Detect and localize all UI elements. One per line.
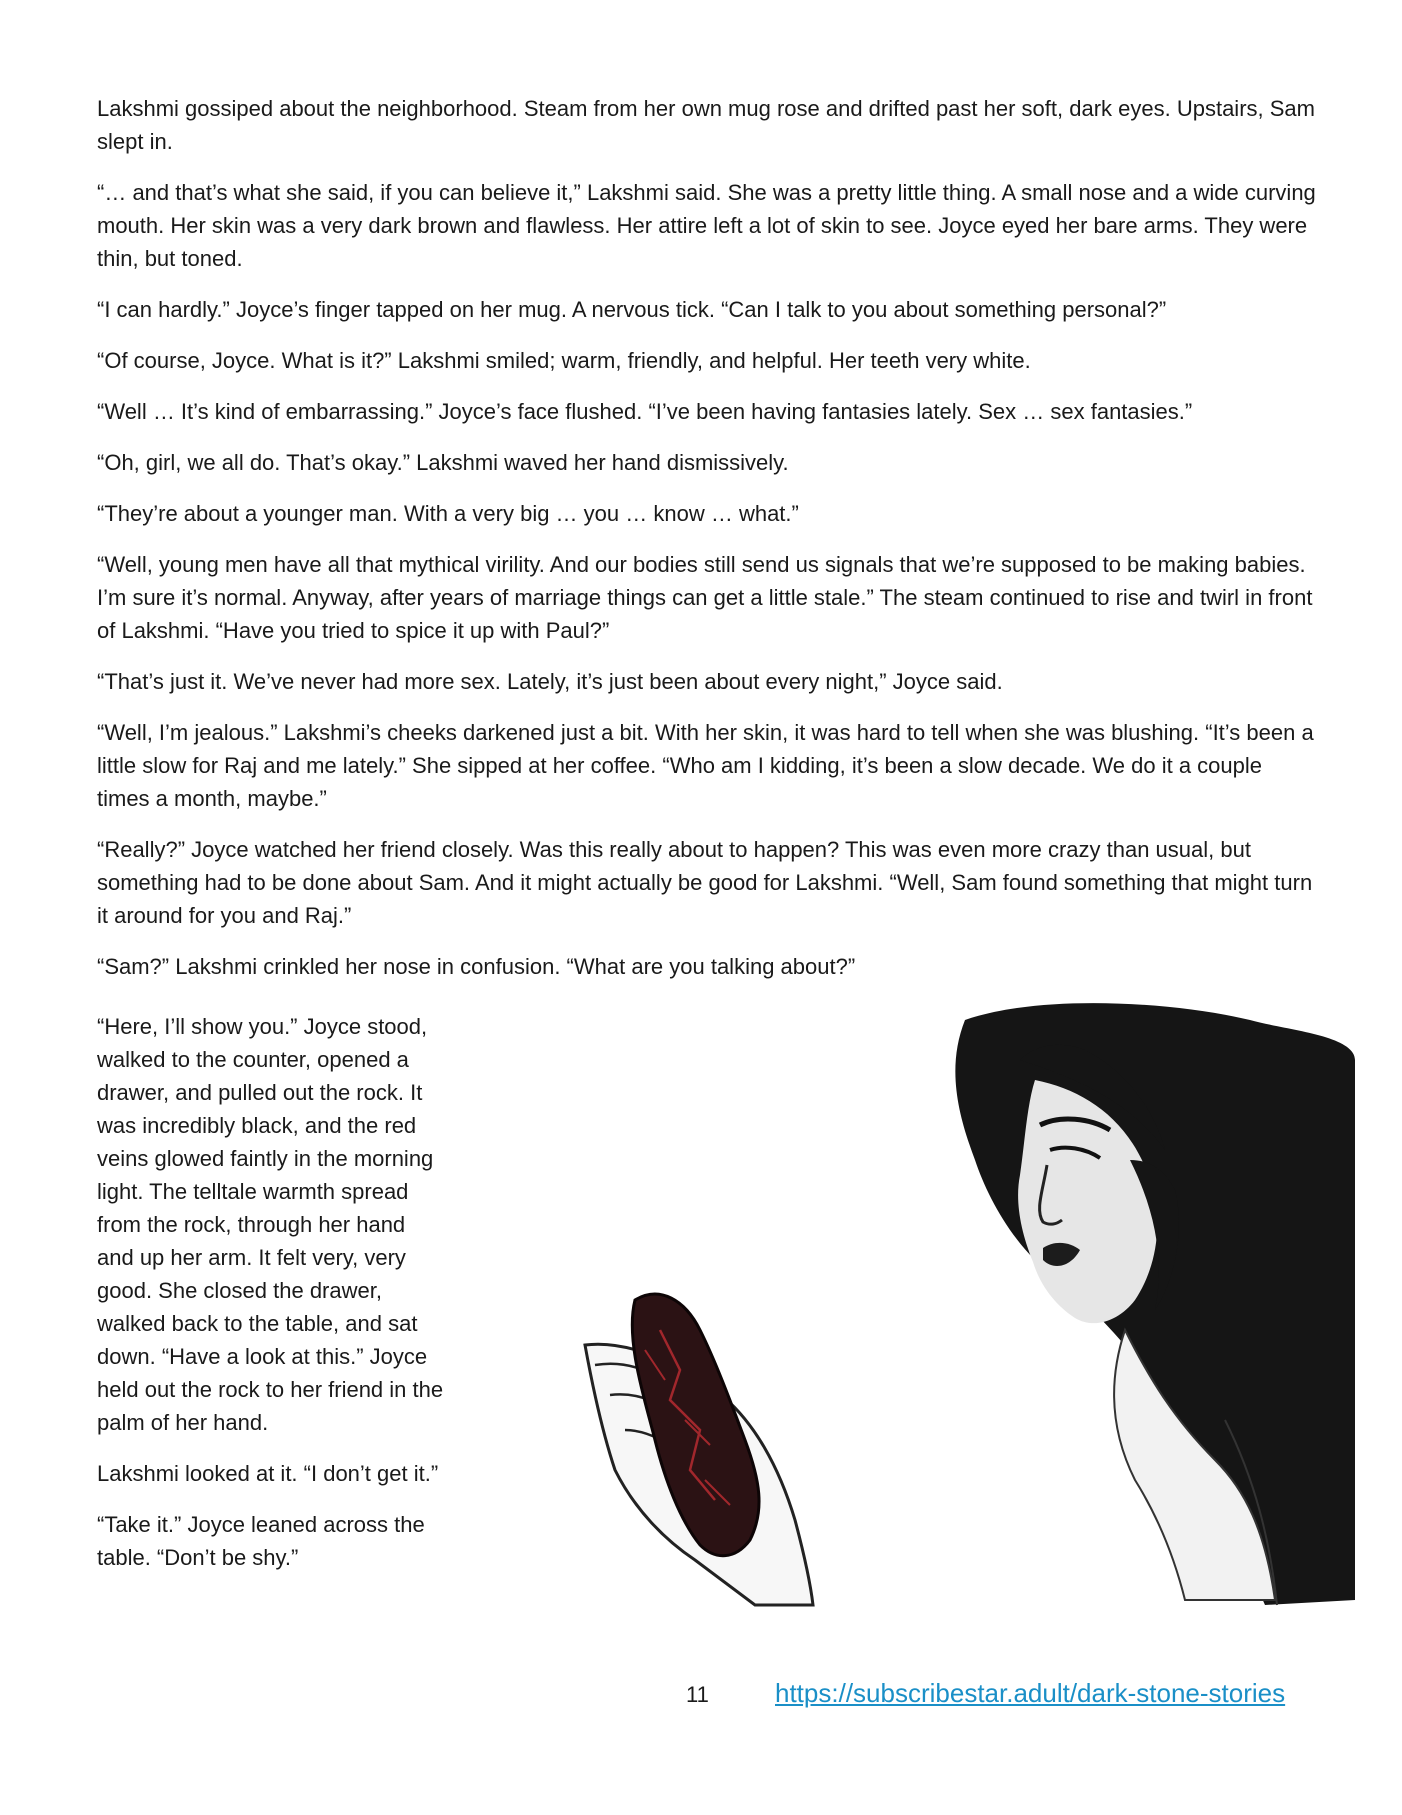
- paragraph: “Really?” Joyce watched her friend closely. Was this really about to happen? This was even more crazy than usual, but something had to be done about Sam. And it might actually be good for Lakshmi. “Well, Sam found something that might turn it around for you and Raj.”: [97, 837, 1313, 928]
- paragraph: “Here, I’ll show you.” Joyce stood, walked to the counter, opened a drawer, and pulled out the rock. It was incredibly black, and the red veins glowed faintly in the morning light. The telltale warmth spread from the rock, through her hand and up her arm. It felt very, very good. She closed the drawer, walked back to the table, and sat down. “Have a look at this.” Joyce held out the rock to her friend in the palm of her hand.: [97, 1014, 444, 1435]
- illustration-woman-with-rock: [565, 1000, 1355, 1610]
- paragraph: “Well … It’s kind of embarrassing.” Joyce’s face flushed. “I’ve been having fantasies lately. Sex … sex fantasies.”: [97, 399, 1193, 424]
- subscribestar-link[interactable]: https://subscribestar.adult/dark-stone-stories: [775, 1678, 1286, 1708]
- paragraph: “Well, I’m jealous.” Lakshmi’s cheeks darkened just a bit. With her skin, it was hard to tell when she was blushing. “It’s been a little slow for Raj and me lately.” She sipped at her coffee. “Who am I kidding, it’s been a slow decade. We do it a couple times a month, maybe.”: [97, 720, 1314, 811]
- paragraph: “Oh, girl, we all do. That’s okay.” Lakshmi waved her hand dismissively.: [97, 450, 789, 475]
- paragraph: “Of course, Joyce. What is it?” Lakshmi smiled; warm, friendly, and helpful. Her teeth very white.: [97, 348, 1031, 373]
- paragraph: “Sam?” Lakshmi crinkled her nose in confusion. “What are you talking about?”: [97, 954, 856, 979]
- main-text-block: [97, 92, 1317, 1001]
- paragraph: “Well, young men have all that mythical virility. And our bodies still send us signals that we’re supposed to be making babies. I’m sure it’s normal. Anyway, after years of marriage things can get a little stale.” The steam continued to rise and twirl in front of Lakshmi. “Have you tried to spice it up with Paul?”: [97, 552, 1313, 643]
- paragraph: “… and that’s what she said, if you can believe it,” Lakshmi said. She was a pretty little thing. A small nose and a wide curving mouth. Her skin was a very dark brown and flawless. Her attire left a lot of skin to see. Joyce eyed her bare arms. They were thin, but toned.: [97, 180, 1316, 271]
- paragraph: Lakshmi looked at it. “I don’t get it.”: [97, 1461, 439, 1486]
- paragraph: “They’re about a younger man. With a very big … you … know … what.”: [97, 501, 799, 526]
- paragraph: “Take it.” Joyce leaned across the table. “Don’t be shy.”: [97, 1512, 425, 1570]
- page-number: 11: [686, 1682, 709, 1707]
- paragraph: Lakshmi gossiped about the neighborhood. Steam from her own mug rose and drifted past her soft, dark eyes. Upstairs, Sam slept in.: [97, 96, 1315, 154]
- wrapped-text-column: [97, 1010, 447, 1592]
- paragraph: “That’s just it. We’ve never had more sex. Lately, it’s just been about every night,” Joyce said.: [97, 669, 1003, 694]
- paragraph: “I can hardly.” Joyce’s finger tapped on her mug. A nervous tick. “Can I talk to you about something personal?”: [97, 297, 1167, 322]
